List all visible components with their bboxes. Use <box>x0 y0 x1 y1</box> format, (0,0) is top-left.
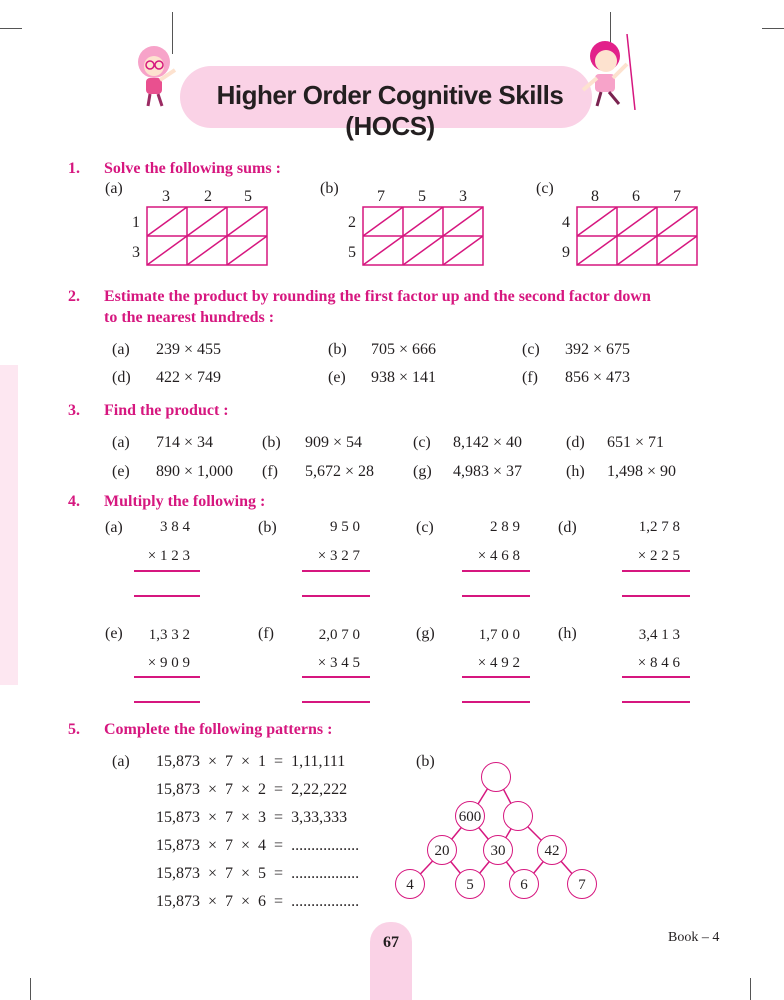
q4-multiplicand: 3,4 1 3 <box>638 627 680 643</box>
q4-multiplicand: 3 8 4 <box>160 519 190 535</box>
q2-label: (e) <box>328 369 346 386</box>
q5-number: 5. <box>68 721 80 738</box>
q3-expression: 8,142 × 40 <box>453 434 523 451</box>
crop-mark <box>0 28 22 29</box>
lattice-grid <box>146 206 270 268</box>
pyramid-node: 7 <box>567 869 597 899</box>
q4-multiplier: × 9 0 9 <box>147 655 190 671</box>
q4-multiplier: × 8 4 6 <box>637 655 680 671</box>
lattice-top-digit: 3 <box>459 188 467 205</box>
q3-label: (f) <box>262 463 278 480</box>
book-label: Book – 4 <box>668 930 720 945</box>
q4-label: (f) <box>258 625 274 642</box>
q1-label: (b) <box>320 180 339 197</box>
lattice-side-digit: 4 <box>562 214 570 231</box>
q4-label: (b) <box>258 519 277 536</box>
side-tab <box>0 365 18 685</box>
answer-line <box>622 701 690 703</box>
q4-multiplier: × 4 6 8 <box>477 548 520 564</box>
pyramid-node <box>481 762 511 792</box>
q2-expression: 239 × 455 <box>156 341 222 358</box>
pattern-line: 15,873 × 7 × 1 = 1,11,111 <box>156 753 346 770</box>
answer-line <box>134 570 200 572</box>
pyramid-node: 5 <box>455 869 485 899</box>
pyramid-node: 600 <box>455 801 485 831</box>
answer-line <box>622 570 690 572</box>
pyramid-node <box>503 801 533 831</box>
q4-label: (c) <box>416 519 434 536</box>
page-title: Higher Order Cognitive Skills (HOCS) <box>216 80 564 141</box>
lattice-top-digit: 7 <box>673 188 681 205</box>
q2-expression: 705 × 666 <box>371 341 437 358</box>
q5b-label: (b) <box>416 753 435 770</box>
pattern-line: 15,873 × 7 × 2 = 2,22,222 <box>156 781 348 798</box>
q4-multiplicand: 1,2 7 8 <box>638 519 680 535</box>
q4-multiplicand: 9 5 0 <box>330 519 360 535</box>
q4-label: (d) <box>558 519 577 536</box>
answer-line <box>134 676 200 678</box>
q2-label: (f) <box>522 369 538 386</box>
q3-label: (d) <box>566 434 585 451</box>
q2-expression: 856 × 473 <box>565 369 631 386</box>
pyramid-node: 4 <box>395 869 425 899</box>
crop-mark <box>750 978 751 1000</box>
girl-illustration <box>130 40 190 110</box>
lattice-top-digit: 2 <box>204 188 212 205</box>
q2-title-line1: Estimate the product by rounding the first factor up and the second factor down <box>104 288 651 305</box>
pyramid-node: 20 <box>427 835 457 865</box>
q1-label: (c) <box>536 180 554 197</box>
q3-label: (a) <box>112 434 130 451</box>
q3-label: (e) <box>112 463 130 480</box>
answer-line <box>462 676 530 678</box>
crop-mark <box>30 978 31 1000</box>
q4-multiplier: × 1 2 3 <box>147 548 190 564</box>
lattice-top-digit: 8 <box>591 188 599 205</box>
q4-label: (h) <box>558 625 577 642</box>
lattice-top-digit: 5 <box>418 188 426 205</box>
q3-expression: 890 × 1,000 <box>156 463 234 480</box>
pyramid-node: 42 <box>537 835 567 865</box>
q4-number: 4. <box>68 493 80 510</box>
lattice-side-digit: 5 <box>348 244 356 261</box>
q3-expression: 909 × 54 <box>305 434 363 451</box>
q4-multiplicand: 1,3 3 2 <box>148 627 190 643</box>
q4-multiplicand: 2 8 9 <box>490 519 520 535</box>
q3-label: (h) <box>566 463 585 480</box>
answer-line <box>134 595 200 597</box>
q4-title: Multiply the following : <box>104 493 266 510</box>
q3-label: (g) <box>413 463 432 480</box>
q2-expression: 422 × 749 <box>156 369 222 386</box>
q3-expression: 4,983 × 37 <box>453 463 523 480</box>
q4-multiplier: × 4 9 2 <box>477 655 520 671</box>
lattice-grid <box>362 206 486 268</box>
q3-expression: 1,498 × 90 <box>607 463 677 480</box>
lattice-top-digit: 7 <box>377 188 385 205</box>
pyramid-node: 30 <box>483 835 513 865</box>
answer-line <box>134 701 200 703</box>
q4-label: (e) <box>105 625 123 642</box>
answer-line <box>302 676 370 678</box>
q3-label: (b) <box>262 434 281 451</box>
lattice-grid <box>576 206 700 268</box>
crop-mark <box>762 28 784 29</box>
lattice-top-digit: 3 <box>162 188 170 205</box>
answer-line <box>462 595 530 597</box>
q1-label: (a) <box>105 180 123 197</box>
lattice-top-digit: 5 <box>244 188 252 205</box>
q3-number: 3. <box>68 402 80 419</box>
q2-label: (d) <box>112 369 131 386</box>
answer-line <box>302 701 370 703</box>
answer-line <box>622 676 690 678</box>
answer-line <box>462 570 530 572</box>
q4-multiplier: × 3 2 7 <box>317 548 360 564</box>
q3-title: Find the product : <box>104 402 229 419</box>
pattern-line: 15,873 × 7 × 6 = ................. <box>156 893 360 910</box>
q2-label: (a) <box>112 341 130 358</box>
lattice-top-digit: 6 <box>632 188 640 205</box>
q4-label: (g) <box>416 625 435 642</box>
q3-expression: 651 × 71 <box>607 434 665 451</box>
lattice-side-digit: 9 <box>562 244 570 261</box>
q2-number: 2. <box>68 288 80 305</box>
q4-multiplier: × 3 4 5 <box>317 655 360 671</box>
q4-label: (a) <box>105 519 123 536</box>
q3-expression: 5,672 × 28 <box>305 463 375 480</box>
page-number: 67 <box>383 934 399 951</box>
q2-expression: 938 × 141 <box>371 369 437 386</box>
q4-multiplicand: 1,7 0 0 <box>478 627 520 643</box>
answer-line <box>302 570 370 572</box>
lattice-side-digit: 3 <box>132 244 140 261</box>
lattice-side-digit: 2 <box>348 214 356 231</box>
answer-line <box>462 701 530 703</box>
q3-label: (c) <box>413 434 431 451</box>
pyramid-node: 6 <box>509 869 539 899</box>
q5a-label: (a) <box>112 753 130 770</box>
lattice-side-digit: 1 <box>132 214 140 231</box>
q2-label: (b) <box>328 341 347 358</box>
q2-title-line2: to the nearest hundreds : <box>104 309 275 326</box>
q3-expression: 714 × 34 <box>156 434 214 451</box>
answer-line <box>302 595 370 597</box>
q1-number: 1. <box>68 160 80 177</box>
pattern-line: 15,873 × 7 × 5 = ................. <box>156 865 360 882</box>
q4-multiplicand: 2,0 7 0 <box>318 627 360 643</box>
boy-illustration <box>575 34 645 110</box>
q5-title: Complete the following patterns : <box>104 721 333 738</box>
answer-line <box>622 595 690 597</box>
q1-title: Solve the following sums : <box>104 160 281 177</box>
q4-multiplier: × 2 2 5 <box>637 548 680 564</box>
q2-label: (c) <box>522 341 540 358</box>
q2-expression: 392 × 675 <box>565 341 631 358</box>
pattern-line: 15,873 × 7 × 4 = ................. <box>156 837 360 854</box>
pattern-line: 15,873 × 7 × 3 = 3,33,333 <box>156 809 348 826</box>
